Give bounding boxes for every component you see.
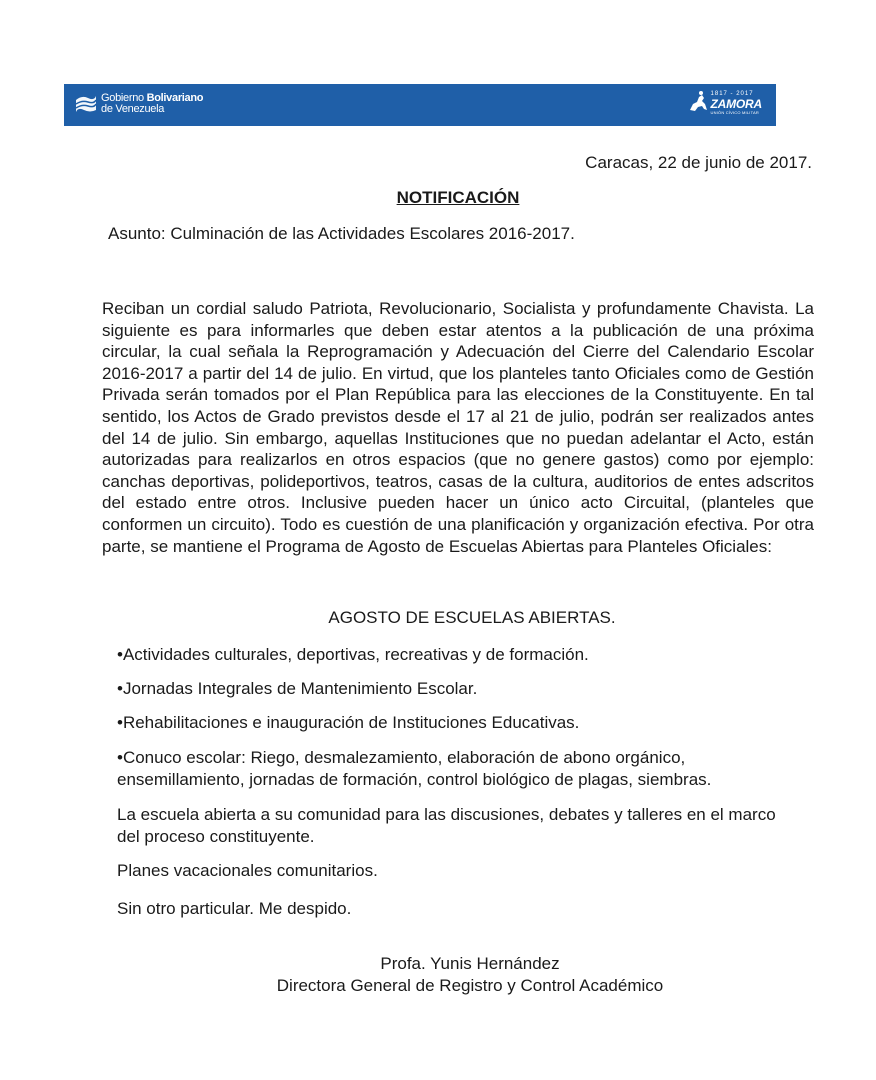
document-title: NOTIFICACIÓN xyxy=(396,188,520,207)
horseman-icon xyxy=(687,90,709,116)
gov-line1-bold: Bolivariano xyxy=(146,92,204,104)
gov-text xyxy=(101,93,203,115)
signer-name: Profa. Yunis Hernández xyxy=(380,954,560,973)
bullet-item: •Jornadas Integrales de Mantenimiento Escolar. xyxy=(117,679,478,698)
bullet-item: •Conuco escolar: Riego, desmalezamiento, elaboración de abono orgánico, xyxy=(117,748,686,767)
signer-title: Directora General de Registro y Control Académico xyxy=(276,976,664,995)
document-subject: Asunto: Culminación de las Actividades Escolares 2016-2017. xyxy=(108,224,575,243)
vacation-paragraph: Planes vacacionales comunitarios. xyxy=(117,861,378,880)
header-banner xyxy=(64,84,776,126)
zamora-years: 1817 - 2017 xyxy=(710,91,754,97)
bullet-item-continuation: ensemillamiento, jornadas de formación, control biológico de plagas, siembras. xyxy=(117,770,712,789)
document-date: Caracas, 22 de junio de 2017. xyxy=(585,153,812,172)
gov-line1-prefix: Gobierno xyxy=(101,92,147,104)
body-paragraph: Reciban un cordial saludo Patriota, Revolucionario, Socialista y profundamente Chavista. La siguiente es para informarles que deben estar atentos a la publicación de una próxima circular, la cual señala la Reprogramación y Adecuación del Cierre del Calendario Escolar 2016-2017 a partir del 14 de julio. En virtud, que los planteles tanto Oficiales como de Gestión Privada serán tomados por el Plan República para las elecciones de la Constituyente. En tal sentido, los Actos de Grado previstos desde el 17 al 21 de julio, podrán ser realizados antes del 14 de julio. Sin embargo, aquellas Instituciones que no puedan adelantar el Acto, están autorizadas para realizarlos en otros espacios (que no genere gastos) como por ejemplo: canchas deportivas, polideportivos, teatros, casas de la cultura, auditorios de entes adscritos del estado entre otros. Inclusive pueden hacer un único acto Circuital, (planteles que conformen un circuito). Todo es cuestión de una planificación y organización efectiva. Por otra parte, se mantiene el Programa de Agosto de Escuelas Abiertas para Planteles Oficiales: xyxy=(102,299,814,556)
open-school-paragraph-line1: La escuela abierta a su comunidad para las discusiones, debates y talleres en el marco xyxy=(117,805,776,824)
venezuela-flag-icon xyxy=(74,92,98,116)
zamora-name: ZAMORA xyxy=(710,97,762,111)
closing-line: Sin otro particular. Me despido. xyxy=(117,899,352,918)
gov-line2: de Venezuela xyxy=(101,103,165,115)
bullet-item: •Rehabilitaciones e inauguración de Instituciones Educativas. xyxy=(117,713,580,732)
zamora-logo xyxy=(687,90,762,116)
section-heading: AGOSTO DE ESCUELAS ABIERTAS. xyxy=(328,608,616,627)
zamora-subtitle: UNIÓN CÍVICO MILITAR xyxy=(710,110,759,115)
bullet-item: •Actividades culturales, deportivas, recreativas y de formación. xyxy=(117,645,589,664)
gobierno-bolivariano-logo xyxy=(74,92,203,116)
open-school-paragraph-line2: del proceso constituyente. xyxy=(117,827,315,846)
